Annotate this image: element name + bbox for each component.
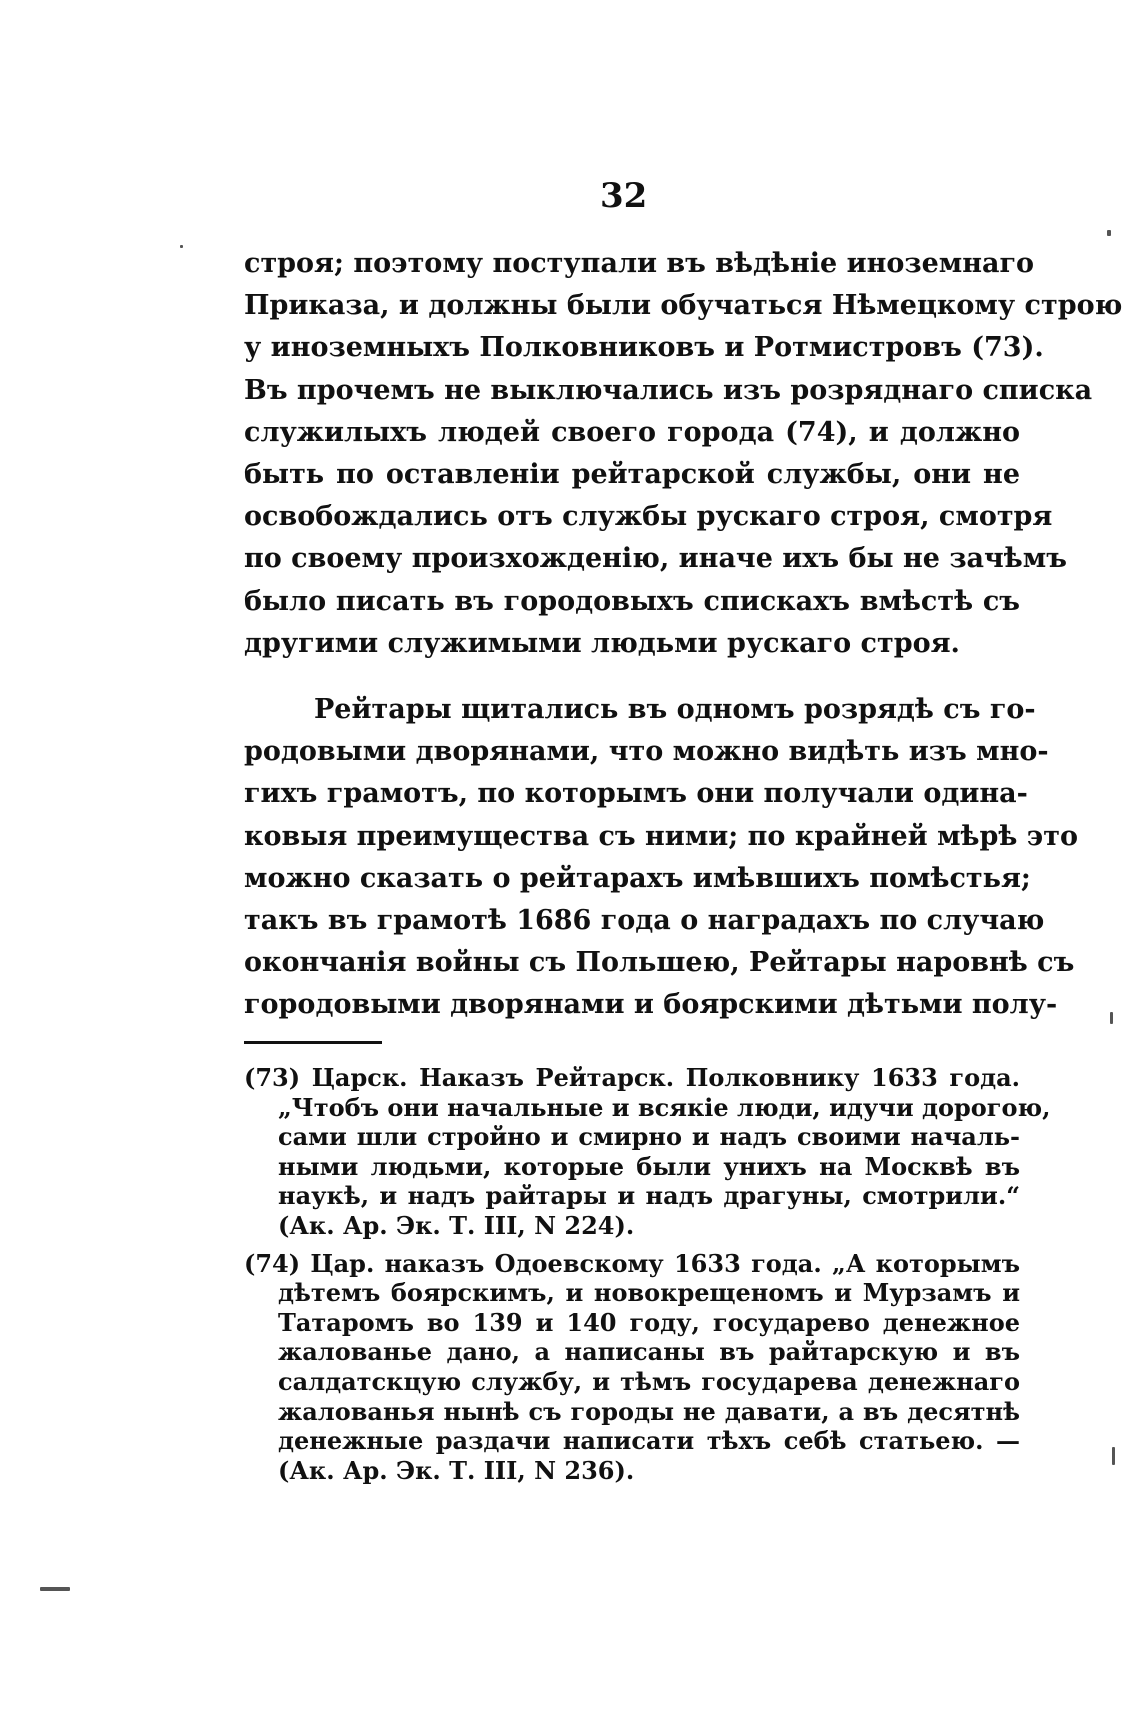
scan-speck (40, 1587, 70, 1591)
text-line: ковыя преимущества съ ними; по крайней мѣрѣ это (244, 820, 1078, 852)
footnote-73 (244, 1063, 1051, 1241)
footnote-line: Татаромъ во 139 и 140 году, государево денежное (278, 1307, 1020, 1337)
footnote-line: денежные раздачи написати тѣхъ себѣ статьею. — (278, 1426, 1020, 1456)
scan-speck (1110, 1012, 1113, 1024)
text-line: такъ въ грамотѣ 1686 года о наградахъ по случаю (244, 905, 1045, 937)
footnote-line: жалованье дано, а написаны въ райтарскую и въ (278, 1337, 1020, 1367)
text-line: было писать въ городовыхъ спискахъ вмѣстѣ съ (244, 585, 1020, 617)
scan-speck (1107, 230, 1111, 236)
text-line: Въ прочемъ не выключались изъ розряднаго списка (244, 374, 1093, 406)
footnote-line: наукѣ, и надъ райтары и надъ драгуны, смотрили.“ (278, 1181, 1020, 1211)
text-line: другими служимыми людьми рускаго строя. (244, 627, 960, 659)
footnote-line: (Ак. Ар. Эк. Т. III, N 236). (278, 1455, 635, 1485)
text-line: родовыми дворянами, что можно видѣть изъ мно- (244, 736, 1049, 768)
main-text (244, 243, 1123, 1027)
scan-speck (1112, 1447, 1115, 1465)
paragraph-1 (244, 243, 1123, 665)
footnote-74 (244, 1249, 1020, 1486)
footnote-line: салдатскцую службу, и тѣмъ государева денежнаго (278, 1366, 1020, 1396)
paragraph-2 (244, 689, 1078, 1027)
scan-speck (180, 245, 183, 248)
footnote-line: „Чтобъ они начальные и всякіе люди, идучи дорогою, (278, 1092, 1051, 1122)
text-line: освобождались отъ службы рускаго строя, смотря (244, 501, 1053, 533)
text-line: гихъ грамотъ, по которымъ они получали одина- (244, 778, 1028, 810)
text-line: у иноземныхъ Полковниковъ и Ротмистровъ (73). (244, 332, 1044, 364)
text-line: городовыми дворянами и боярскими дѣтьми полу- (244, 989, 1058, 1021)
text-line: по своему произхожденію, иначе ихъ бы не зачѣмъ (244, 543, 1067, 575)
text-line: окончанія войны съ Польшею, Рейтары наровнѣ съ (244, 947, 1075, 979)
footnote-line: (Ак. Ар. Эк. Т. III, N 224). (278, 1210, 635, 1240)
footnote-line: (73) Царск. Наказъ Рейтарск. Полковнику 1633 года. (244, 1063, 1020, 1092)
text-line: Рейтары щитались въ одномъ розрядѣ съ го- (314, 694, 1036, 726)
footnote-line: жалованья нынѣ съ городы не давати, а въ десятнѣ (278, 1396, 1020, 1426)
footnote-divider (244, 1041, 382, 1044)
footnote-line: сами шли стройно и смирно и надъ своими началь- (278, 1122, 1020, 1152)
footnotes (244, 1063, 1051, 1485)
text-line: строя; поэтому поступали въ вѣдѣніе иноземнаго (244, 248, 1035, 279)
footnote-line: ными людьми, которые были унихъ на Москвѣ въ (278, 1151, 1020, 1181)
text-line: Приказа, и должны были обучаться Нѣмецкому строю (244, 290, 1123, 322)
footnote-line: (74) Цар. наказъ Одоевскому 1633 года. „А которымъ (244, 1248, 1020, 1278)
footnote-line: дѣтемъ боярскимъ, и новокрещеномъ и Мурзамъ и (278, 1278, 1020, 1308)
text-line: можно сказать о рейтарахъ имѣвшихъ помѣстья; (244, 862, 1031, 894)
text-line: быть по оставленіи рейтарской службы, они не (244, 459, 1020, 491)
text-line: служилыхъ людей своего города (74), и должно (244, 416, 1020, 448)
page-number: 32 (600, 176, 648, 216)
